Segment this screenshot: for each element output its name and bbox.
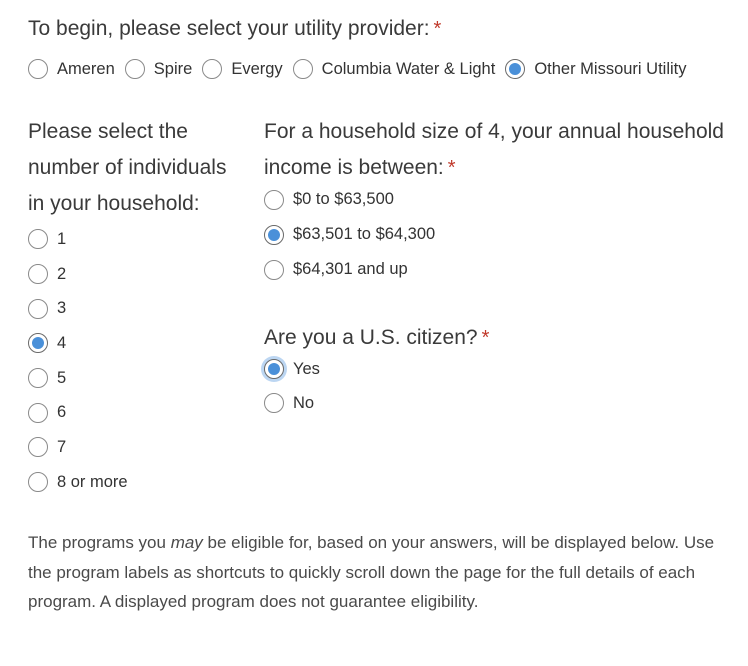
income-option[interactable] (264, 217, 435, 252)
provider-label-spire[interactable]: Spire (153, 59, 193, 78)
income-radio-group (264, 182, 435, 287)
household-label[interactable]: 5 (57, 368, 67, 387)
required-asterisk: * (433, 18, 442, 40)
household-label[interactable]: 6 (57, 403, 67, 422)
info-text-before: The programs you (28, 533, 171, 552)
provider-option-ameren[interactable] (28, 59, 115, 79)
household-option[interactable] (28, 222, 128, 257)
provider-label-ameren[interactable]: Ameren (57, 59, 115, 78)
household-option[interactable] (28, 395, 128, 430)
radio-columbia[interactable] (293, 59, 313, 79)
radio-citizen-yes-selected[interactable] (264, 359, 284, 379)
household-option[interactable] (28, 326, 128, 361)
income-option[interactable] (264, 252, 435, 287)
citizen-question-text: Are you a U.S. citizen? (264, 326, 478, 349)
household-label[interactable]: 1 (57, 229, 67, 248)
household-label[interactable]: 3 (57, 299, 67, 318)
provider-option-evergy[interactable] (202, 59, 282, 79)
radio-income-low[interactable] (264, 190, 284, 210)
info-text-after: be eligible for, based on your answers, will be displayed below. Use the program labels as shortcuts to quickly scroll down the page for the full details of each program. A displayed program does not guarantee eligibility. (28, 533, 715, 611)
radio-household-7[interactable] (28, 437, 48, 457)
radio-household-1[interactable] (28, 229, 48, 249)
required-asterisk: * (481, 327, 490, 349)
provider-label-evergy[interactable]: Evergy (231, 59, 283, 78)
radio-household-2[interactable] (28, 264, 48, 284)
household-label[interactable]: 7 (57, 437, 67, 456)
provider-question (28, 11, 441, 47)
household-label[interactable]: 8 or more (57, 472, 128, 491)
citizen-label-yes[interactable]: Yes (293, 359, 320, 378)
income-label[interactable]: $0 to $63,500 (293, 190, 394, 208)
income-question (264, 114, 734, 186)
household-radio-group (28, 222, 128, 500)
income-question-text: For a household size of 4, your annual household income is between: (264, 120, 724, 179)
radio-other-selected[interactable] (505, 59, 525, 79)
citizen-option-yes[interactable] (264, 352, 320, 386)
income-label[interactable]: $64,301 and up (293, 260, 408, 278)
income-label[interactable]: $63,501 to $64,300 (293, 225, 436, 243)
provider-option-other[interactable] (505, 59, 686, 79)
household-label[interactable]: 4 (57, 333, 67, 352)
eligibility-info-text (28, 528, 728, 617)
household-option[interactable] (28, 465, 128, 500)
radio-spire[interactable] (125, 59, 145, 79)
household-option[interactable] (28, 430, 128, 465)
radio-household-3[interactable] (28, 299, 48, 319)
citizen-question (264, 320, 489, 356)
required-asterisk: * (447, 157, 456, 179)
radio-household-6[interactable] (28, 403, 48, 423)
info-text-emphasis: may (170, 533, 203, 552)
citizen-label-no[interactable]: No (293, 393, 315, 412)
household-question: Please select the number of individuals in your household: (28, 120, 227, 215)
radio-ameren[interactable] (28, 59, 48, 79)
provider-question-text: To begin, please select your utility provider: (28, 17, 430, 40)
provider-option-spire[interactable] (125, 59, 193, 79)
household-option[interactable] (28, 257, 128, 292)
citizen-option-no[interactable] (264, 386, 320, 420)
provider-option-columbia[interactable] (293, 59, 496, 79)
radio-household-5[interactable] (28, 368, 48, 388)
household-option[interactable] (28, 361, 128, 396)
provider-label-columbia[interactable]: Columbia Water & Light (321, 59, 496, 78)
radio-household-4-selected[interactable] (28, 333, 48, 353)
income-option[interactable] (264, 182, 435, 217)
provider-radio-group (28, 55, 697, 83)
radio-household-8-or-more[interactable] (28, 472, 48, 492)
household-option[interactable] (28, 291, 128, 326)
radio-citizen-no[interactable] (264, 393, 284, 413)
radio-income-high[interactable] (264, 260, 284, 280)
radio-evergy[interactable] (202, 59, 222, 79)
radio-income-mid-selected[interactable] (264, 225, 284, 245)
provider-label-other[interactable]: Other Missouri Utility (534, 59, 687, 78)
citizen-radio-group (264, 352, 320, 420)
household-label[interactable]: 2 (57, 264, 67, 283)
